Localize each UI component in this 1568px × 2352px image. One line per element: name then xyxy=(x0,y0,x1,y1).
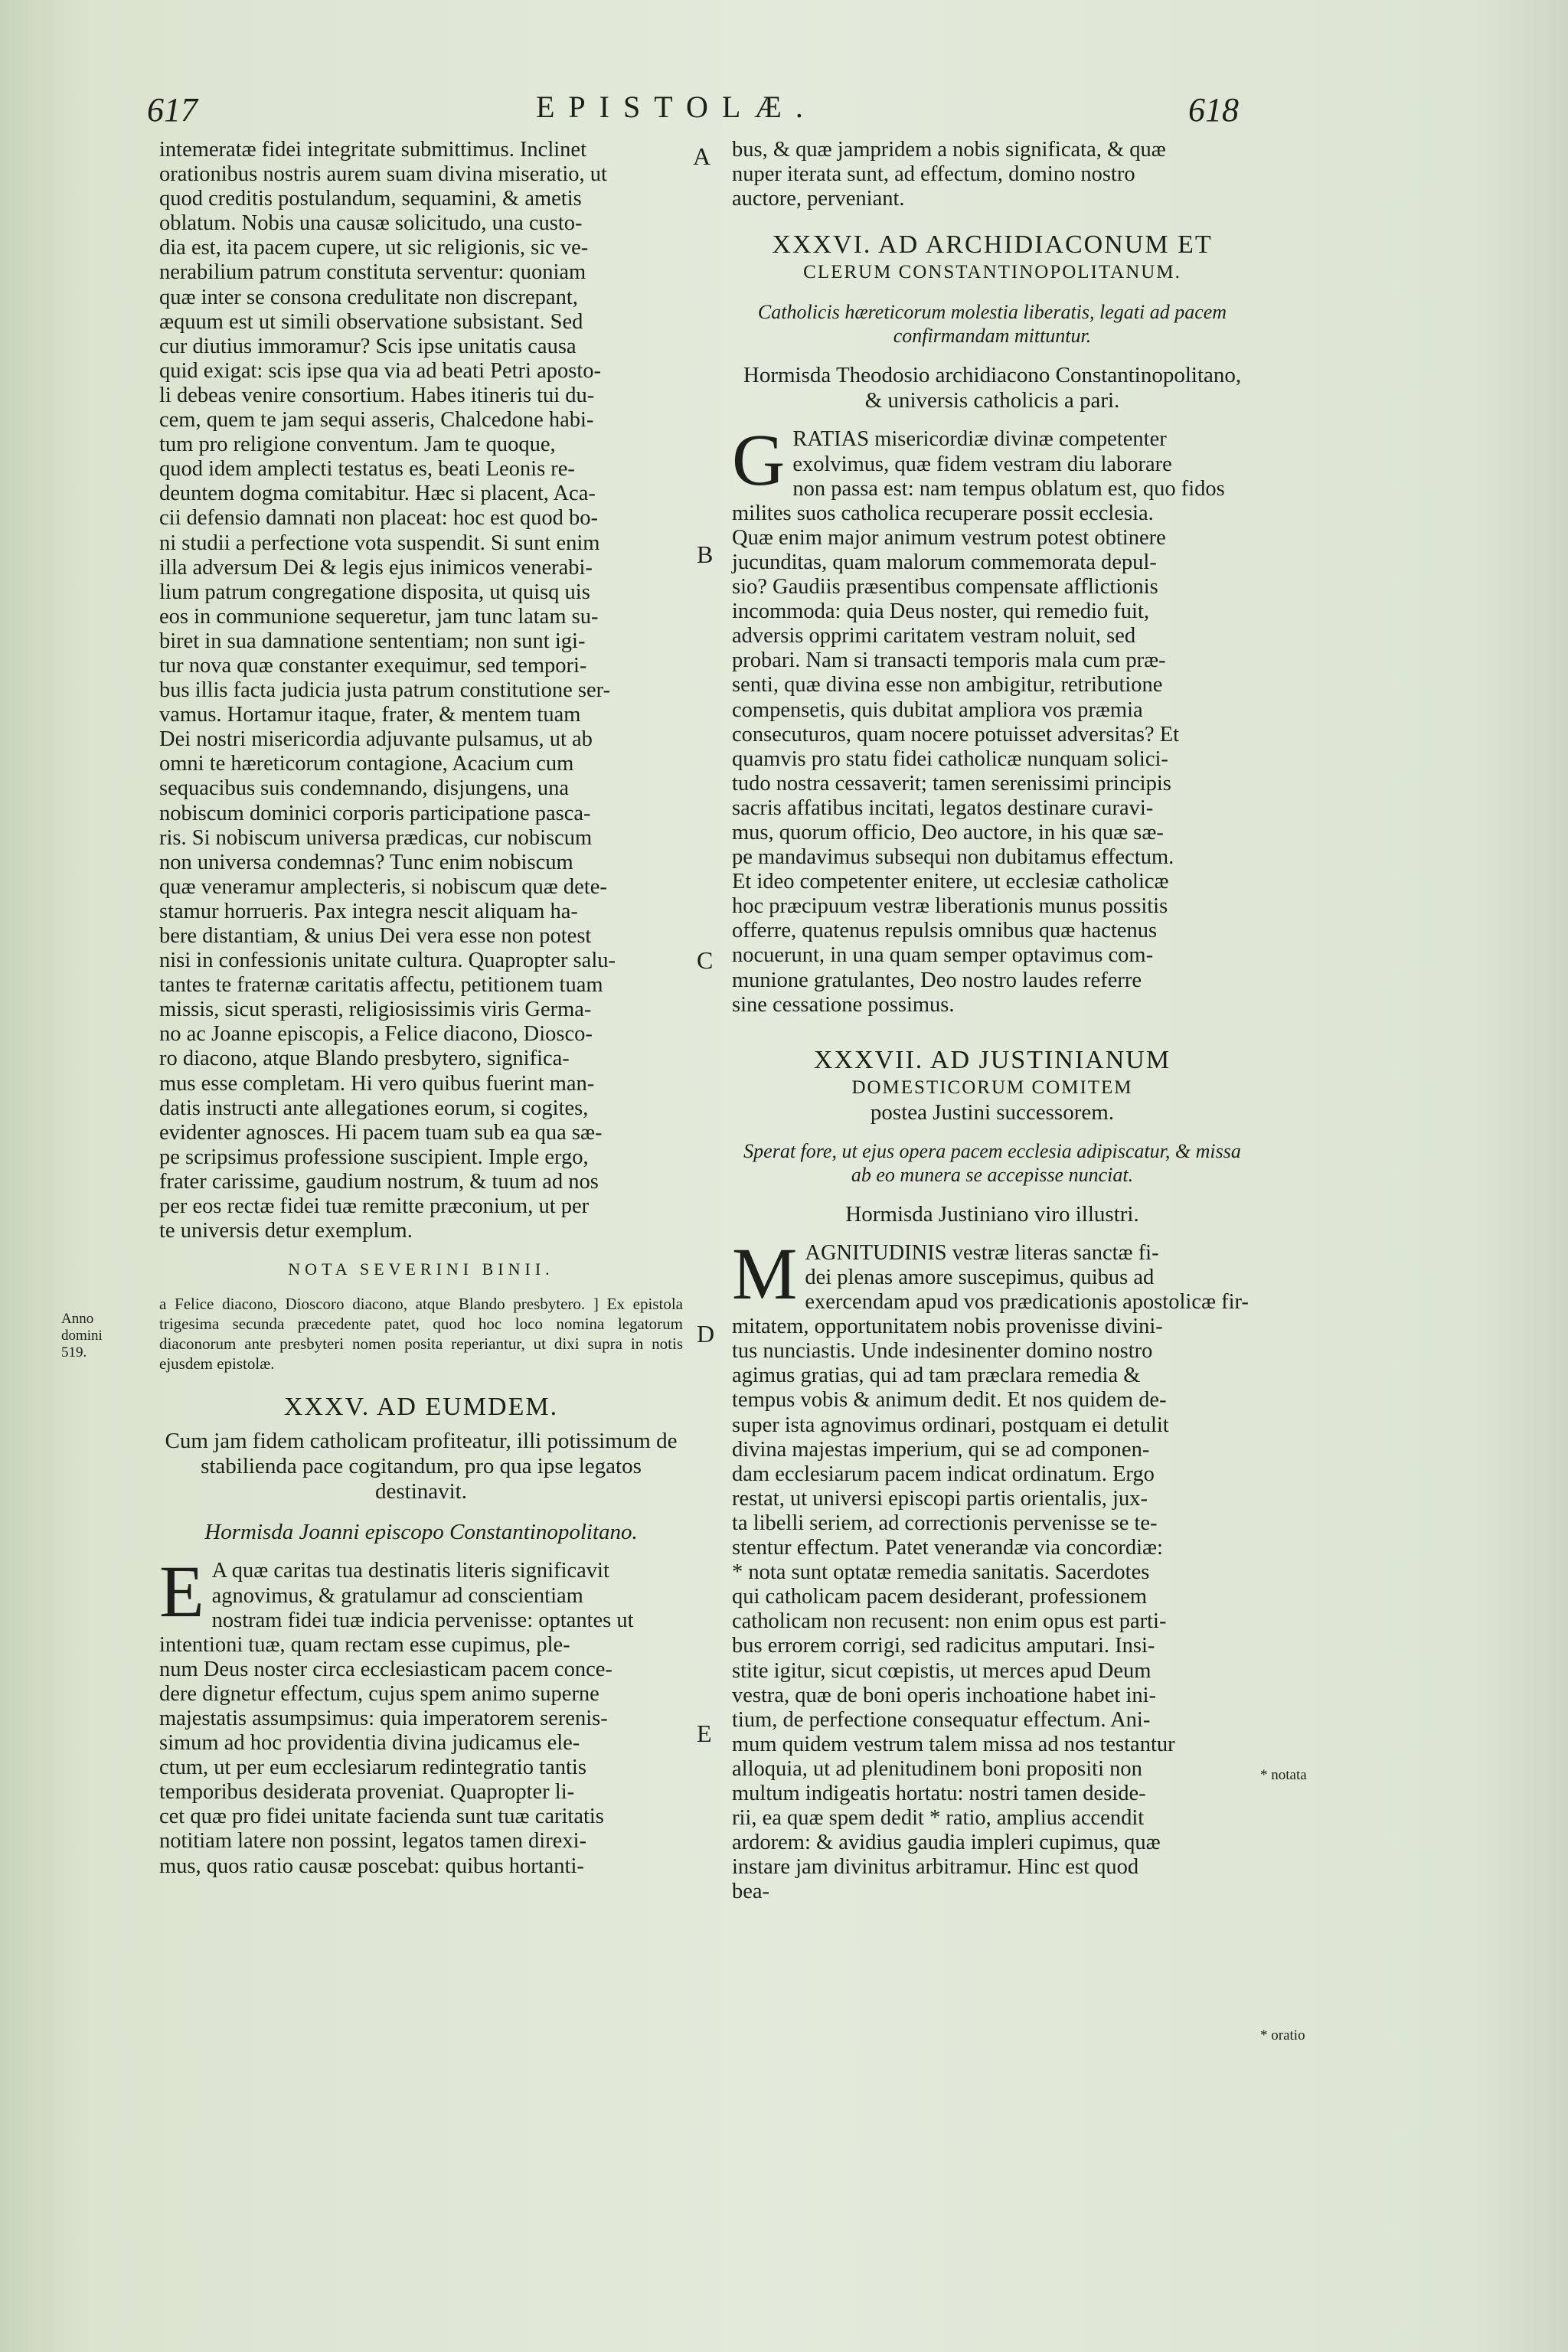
margin-letter-e: E xyxy=(697,1720,712,1747)
text-line: nuper iterata sunt, ad effectum, domino nostro xyxy=(732,162,1135,187)
text-line: intemeratæ fidei integritate submittimus. Inclinet xyxy=(159,138,586,162)
text-line: li debeas venire consortium. Habes itineris tui du- xyxy=(159,383,595,407)
text-line: tus nunciastis. Unde indesinenter domino nostro xyxy=(732,1339,1153,1364)
text-line: jucunditas, quam malorum commemorata depul- xyxy=(732,550,1157,574)
text-line: qui catholicam pacem desiderant, professionem xyxy=(732,1585,1148,1609)
text-line: quæ inter se consona credulitate non discrepant, xyxy=(159,285,578,309)
text-line: non passa est: nam tempus oblatum est, quo fidos xyxy=(792,476,1225,501)
drop-cap: E xyxy=(159,1550,204,1633)
text-line: Quæ enim major animum vestrum potest obtinere xyxy=(732,525,1166,550)
text-line: biret in sua damnatione sententiam; non sunt igi- xyxy=(159,629,586,653)
text-line: dere dignetur effectum, cujus spem animo superne xyxy=(159,1681,599,1706)
text-line: vestra, quæ de boni operis inchoatione habet ini- xyxy=(732,1683,1157,1707)
drop-cap: M xyxy=(732,1232,798,1315)
text-line: exolvimus, quæ fidem vestram diu laborare xyxy=(792,452,1172,476)
text-line: consecuturos, quam nocere potuisset adversitas? Et xyxy=(732,722,1180,746)
margin-letter-a: A xyxy=(693,142,711,170)
text-line: nobiscum dominici corporis participatione pasca- xyxy=(159,801,591,825)
text-line: mitatem, opportunitatem nobis provenisse divini- xyxy=(732,1315,1163,1339)
text-line: agnovimus, & gratulamur ad conscientiam xyxy=(211,1583,583,1608)
text-line: RATIAS misericordiæ divinæ competenter xyxy=(792,427,1167,452)
text-line: restat, ut universi episcopi partis orientalis, jux- xyxy=(732,1486,1148,1511)
text-line: compensetis, quis dubitat ampliora vos præmia xyxy=(732,697,1143,722)
text-line: æquum est ut simili observatione subsistant. Sed xyxy=(159,309,583,334)
right-page-number: 618 xyxy=(1188,91,1239,129)
text-line: nocuerunt, in una quam semper optavimus com- xyxy=(732,943,1154,968)
text-line: bea- xyxy=(732,1880,770,1904)
text-line: cur diutius immoramur? Scis ipse unitatis causa xyxy=(159,334,577,358)
text-line: bus errorem corrigi, sed radicitus amputari. Insi- xyxy=(732,1634,1155,1658)
text-line: orationibus nostris aurem suam divina miseratio, ut xyxy=(159,162,607,187)
letter-heading-37: XXXVII. AD JUSTINIANUM xyxy=(813,1045,1171,1074)
text-line: dia est, ita pacem cupere, ut sic religionis, sic ve- xyxy=(159,236,589,260)
running-title: EPISTOLÆ. xyxy=(536,90,817,124)
text-line: intentioni tuæ, quam rectam esse cupimus, ple- xyxy=(159,1632,570,1657)
letter-summary-37: Sperat fore, ut ejus opera pacem ecclesia adipiscatur, & missa ab eo munera se accepisse nunciat. xyxy=(743,1139,1241,1186)
text-line: Dei nostri misericordia adjuvante pulsamus, ut ab xyxy=(159,727,593,752)
letter-subheading-37b: postea Justini successorem. xyxy=(870,1099,1115,1125)
text-line: nerabilium patrum constituta serventur: quoniam xyxy=(159,260,586,285)
text-line: dam ecclesiarum pacem indicat ordinatum. Ergo xyxy=(732,1462,1155,1486)
text-line: super ista agnovimus ordinari, postquam ei detulit xyxy=(732,1413,1169,1437)
text-line: dei plenas amore suscepimus, quibus ad xyxy=(805,1266,1155,1289)
letter-summary-36: Catholicis hæreticorum molestia liberatis, legati ad pacem confirmandam mittuntur. xyxy=(757,301,1227,348)
text-line: probari. Nam si transacti temporis mala cum præ- xyxy=(732,648,1166,673)
text-line: quod idem amplecti testatus es, beati Leonis re- xyxy=(159,457,575,482)
text-line: cet quæ pro fidei unitate facienda sunt tuæ caritatis xyxy=(159,1805,604,1829)
text-line: auctore, perveniant. xyxy=(732,187,905,211)
text-line: mus, quorum officio, Deo auctore, in his quæ sæ- xyxy=(732,820,1164,844)
text-line: num Deus noster circa ecclesiasticam pacem conce- xyxy=(159,1657,612,1681)
left-page-number: 617 xyxy=(147,91,198,129)
text-line: milites suos catholica recuperare possit ecclesia. xyxy=(732,501,1154,525)
text-line: lium patrum congregatione disposita, ut quisq uis xyxy=(159,580,590,604)
text-line: datis instructi ante allegationes eorum, si cogites, xyxy=(159,1096,589,1120)
text-line: vamus. Hortamur itaque, frater, & mentem tuam xyxy=(159,703,581,727)
text-line: ta libelli seriem, ad correctionis pervenisse se te- xyxy=(732,1511,1158,1535)
letter-body-37 xyxy=(732,1232,1253,1905)
note-title: NOTA SEVERINI BINII. xyxy=(288,1259,554,1279)
text-line: quid exigat: scis ipse qua via ad beati Petri aposto- xyxy=(159,358,601,383)
text-line: missis, sicut sperasti, religiosissimis viris Germa- xyxy=(159,998,592,1022)
margin-note-notata: * notata xyxy=(1260,1767,1307,1783)
text-line: pe mandavimus subsequi non dubitamus effectum. xyxy=(732,845,1174,870)
letter-ending-35 xyxy=(732,138,1253,211)
text-line: alloquia, ut ad plenitudinem boni propositi non xyxy=(732,1756,1142,1781)
text-line: temporibus desiderata proveniat. Quapropter li- xyxy=(159,1780,575,1805)
text-line: exercendam apud vos prædicationis apostolicæ fir- xyxy=(805,1290,1249,1315)
text-line: mum quidem vestrum talem missa ad nos testantur xyxy=(732,1732,1175,1756)
text-line: quæ veneramur amplecteris, si nobiscum quæ dete- xyxy=(159,874,607,899)
text-line: bus, & quæ jampridem a nobis significata, & quæ xyxy=(732,138,1166,162)
margin-note-anno: Anno domini 519. xyxy=(61,1311,103,1361)
text-line: omni te hæreticorum contagione, Acacium cum xyxy=(159,752,574,776)
text-line: ardorem: & avidius gaudia impleri cupimus, quæ xyxy=(732,1831,1161,1855)
text-line: per eos rectæ fidei tuæ remitte præconium, ut per xyxy=(159,1194,590,1219)
text-line: quamvis pro statu fidei catholicæ nunquam solici- xyxy=(732,746,1168,771)
letter-salutation-36: Hormisda Theodosio archidiacono Constantinopolitano, & universis catholicis a pari. xyxy=(743,363,1242,413)
text-line: stamur horrueris. Pax integra nescit aliquam ha- xyxy=(159,899,578,923)
left-column xyxy=(159,138,683,1879)
text-line: bere distantiam, & unius Dei vera esse non potest xyxy=(159,924,592,948)
text-line: te universis detur exemplum. xyxy=(159,1219,413,1243)
text-line: eos in communione sequeretur, jam tunc latam su- xyxy=(159,604,599,629)
text-line: agimus gratias, qui ad tam præclara remedia & xyxy=(732,1364,1141,1388)
text-line: tantes te fraternæ caritatis affectu, petitionem tuam xyxy=(159,973,603,998)
letter-salutation-35: Hormisda Joanni episcopo Constantinopolitano. xyxy=(204,1520,638,1545)
text-line: stite igitur, sicut cœpistis, ut merces apud Deum xyxy=(732,1658,1152,1683)
text-line: cem, quem te jam sequi asseris, Chalcedone habi- xyxy=(159,408,594,433)
note-text: a Felice diacono, Dioscoro diacono, atque Blando presbytero. ] Ex epistola trigesima secunda præcedente patet, quod hoc loco nomina legatorum diaconorum ante presbyteri nomen posita reperiantur, ut dixi supra in notis ejusdem epistolæ. xyxy=(159,1295,683,1374)
text-line: simum ad hoc providentia divina judicamus ele- xyxy=(159,1731,580,1756)
text-line: tium, de perfectione consequatur effectum. Ani- xyxy=(732,1707,1151,1732)
text-line: notitiam latere non possint, legatos tamen direxi- xyxy=(159,1829,586,1854)
text-line: majestatis assumpsimus: quia imperatorem serenis- xyxy=(159,1706,608,1730)
letter-summary-35: Cum jam fidem catholicam profiteatur, illi potissimum de stabilienda pace cogitandum, pro qua ipse legatos destinavit. xyxy=(165,1429,678,1504)
drop-cap: G xyxy=(732,419,786,501)
text-line: incommoda: quia Deus noster, qui remedio fuit, xyxy=(732,599,1149,624)
text-line: instare jam divinitus arbitramur. Hinc est quod xyxy=(732,1855,1139,1880)
letter-heading-35: XXXV. AD EUMDEM. xyxy=(283,1393,559,1422)
text-line: nostram fidei tuæ indicia pervenisse: optantes ut xyxy=(211,1608,634,1632)
letter-body-36 xyxy=(732,419,1253,1017)
text-line: sequacibus suis condemnando, disjungens, una xyxy=(159,776,570,801)
text-line: senti, quæ divina esse non ambigitur, retributione xyxy=(732,673,1163,697)
margin-letter-d: D xyxy=(697,1320,715,1348)
text-line: ris. Si nobiscum universa prædicas, cur nobiscum xyxy=(159,825,593,850)
text-line: tempus vobis & animum dedit. Et nos quidem de- xyxy=(732,1388,1167,1413)
text-line: stentur effectum. Patet venerandæ via concordiæ: xyxy=(732,1536,1163,1560)
text-line: bus illis facta judicia justa patrum constitutione ser- xyxy=(159,678,611,703)
text-line: adversis opprimi caritatem vestram noluit, sed xyxy=(732,624,1136,648)
text-line: offerre, quatenus repulsis omnibus quæ hactenus xyxy=(732,919,1158,943)
text-line: sio? Gaudiis præsentibus compensate afflictionis xyxy=(732,575,1158,599)
right-column xyxy=(732,138,1253,1904)
text-line: tur nova quæ constanter exequimur, sed tempori- xyxy=(159,653,587,678)
text-line: A quæ caritas tua destinatis literis significavit xyxy=(211,1559,609,1583)
text-line: nisi in confessionis unitate cultura. Quapropter salu- xyxy=(159,949,616,973)
text-line: catholicam non recusent: non enim opus est parti- xyxy=(732,1609,1167,1634)
text-line: non universa condemnas? Tunc enim nobiscum xyxy=(159,850,573,874)
text-line: ro diacono, atque Blando presbytero, significa- xyxy=(159,1047,570,1071)
letter-body-35 xyxy=(159,1550,683,1878)
letter-continuation xyxy=(159,138,683,1243)
text-line: Et ideo competenter enitere, ut ecclesiæ catholicæ xyxy=(732,870,1169,894)
text-line: tudo nostra cessaverit; tamen serenissimi principis xyxy=(732,771,1171,795)
text-line: quod creditis postulandum, sequamini, & ametis xyxy=(159,187,582,211)
margin-letter-b: B xyxy=(697,541,714,568)
text-line: hoc præcipuum vestræ liberationis munus possitis xyxy=(732,894,1168,919)
text-line: rii, ea quæ spem dedit * ratio, amplius accendit xyxy=(732,1806,1145,1831)
text-line: no ac Joanne episcopis, a Felice diacono, Diosco- xyxy=(159,1022,593,1047)
letter-subheading-37a: DOMESTICORUM COMITEM xyxy=(851,1076,1133,1098)
text-line: mus, quos ratio causæ poscebat: quibus hortanti- xyxy=(159,1854,584,1878)
margin-letter-c: C xyxy=(697,946,714,974)
text-line: frater carissime, gaudium nostrum, & tuum ad nos xyxy=(159,1169,599,1194)
text-line: AGNITUDINIS vestræ literas sanctæ fi- xyxy=(805,1240,1159,1265)
text-line: illa adversum Dei & legis ejus inimicos venerabi- xyxy=(159,555,593,580)
margin-note-oratio: * oratio xyxy=(1260,2027,1305,2043)
text-line: cii defensio damnati non placeat: hoc est quod bo- xyxy=(159,506,598,531)
letter-salutation-37: Hormisda Justiniano viro illustri. xyxy=(845,1201,1139,1227)
text-line: pe scripsimus professione suscipient. Imple ergo, xyxy=(159,1145,589,1169)
text-line: divina majestas imperium, qui se ad componen- xyxy=(732,1437,1150,1462)
letter-heading-36: XXXVI. AD ARCHIDIACONUM ET xyxy=(772,230,1213,260)
text-line: ni studii a perfectione vota suspendit. Si sunt enim xyxy=(159,531,600,555)
text-line: tum pro religione conventum. Jam te quoque, xyxy=(159,433,556,457)
letter-subheading-36: CLERUM CONSTANTINOPOLITANUM. xyxy=(803,262,1181,283)
text-line: multum indigeatis hortatu: nostri tamen deside- xyxy=(732,1781,1146,1805)
text-line: munione gratulantes, Deo nostro laudes referre xyxy=(732,968,1142,992)
text-line: deuntem dogma comitabitur. Hæc si placent, Aca- xyxy=(159,482,596,506)
text-line: sacris affatibus incitati, legatos destinare curavi- xyxy=(732,795,1154,820)
text-line: * nota sunt optatæ remedia sanitatis. Sacerdotes xyxy=(732,1560,1150,1585)
text-line: mus esse completam. Hi vero quibus fuerint man- xyxy=(159,1071,595,1096)
text-line: ctum, ut per eum ecclesiarum redintegratio tantis xyxy=(159,1756,586,1780)
text-line: sine cessatione possimus. xyxy=(732,992,955,1017)
text-line: evidenter agnosces. Hi pacem tuam sub ea qua sæ- xyxy=(159,1120,603,1145)
text-line: oblatum. Nobis una causæ solicitudo, una custo- xyxy=(159,211,583,236)
